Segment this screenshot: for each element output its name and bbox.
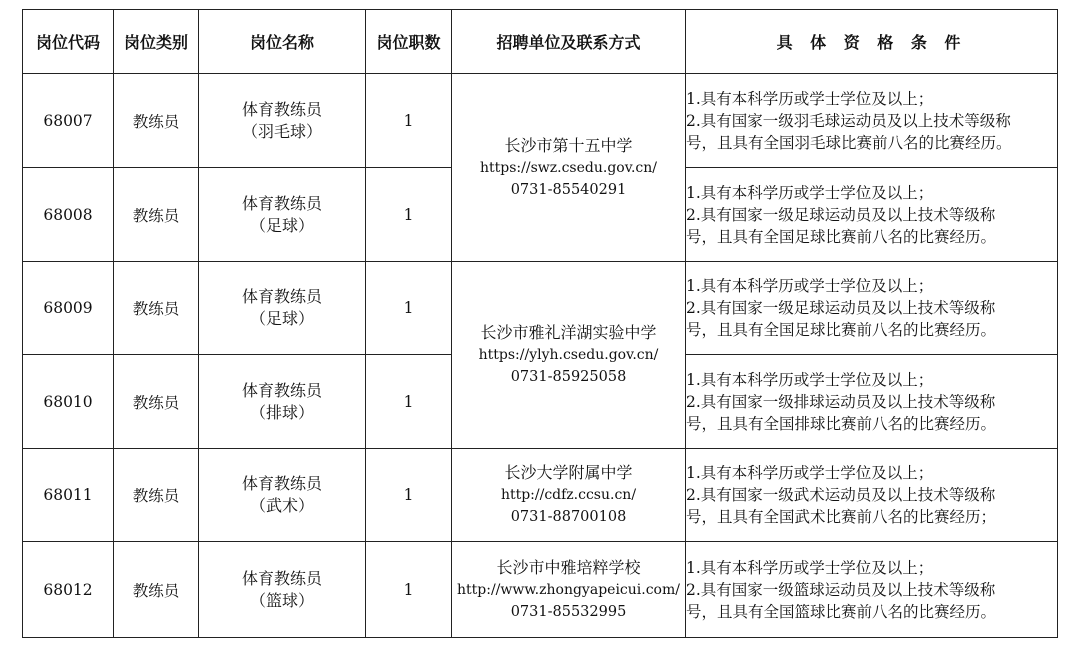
- unit-name: 长沙市中雅培粹学校: [496, 557, 641, 577]
- requirement-line: 2.具有国家一级武术运动员及以上技术等级称: [686, 486, 996, 504]
- unit-contact: [452, 74, 686, 262]
- position-name-sport: （武术）: [249, 496, 314, 515]
- position-code: 68010: [23, 355, 114, 449]
- requirement-line: 号，且具有全国排球比赛前八名的比赛经历。: [686, 414, 997, 433]
- position-code: 68011: [23, 449, 114, 542]
- unit-contact: [452, 449, 686, 542]
- header-category: 岗位类别: [114, 10, 199, 74]
- position-count: 1: [366, 262, 452, 355]
- position-code: 68012: [23, 542, 114, 638]
- requirement-line: 2.具有国家一级篮球运动员及以上技术等级称: [686, 580, 996, 599]
- requirements: [686, 355, 1058, 449]
- requirements: [686, 542, 1058, 638]
- requirement-line: 号，且具有全国足球比赛前八名的比赛经历。: [686, 227, 997, 246]
- position-category: 教练员: [114, 168, 199, 262]
- position-code: 68007: [23, 74, 114, 168]
- position-name: [199, 262, 366, 355]
- position-count: 1: [366, 168, 452, 262]
- position-name: [199, 74, 366, 168]
- position-count: 1: [366, 542, 452, 638]
- unit-name: 长沙市第十五中学: [504, 135, 633, 155]
- recruitment-table: [22, 9, 1058, 638]
- requirement-line: 号，且具有全国羽毛球比赛前八名的比赛经历。: [686, 133, 1012, 152]
- unit-url[interactable]: http://www.zhongyapeicui.com/: [457, 581, 680, 598]
- unit-name: 长沙大学附属中学: [504, 463, 633, 482]
- requirements: [686, 168, 1058, 262]
- position-name: [199, 355, 366, 449]
- position-count: 1: [366, 449, 452, 542]
- unit-phone: 0731-85532995: [510, 603, 627, 620]
- unit-name: 长沙市雅礼洋湖实验中学: [480, 323, 657, 342]
- position-name-title: 体育教练员: [241, 99, 322, 119]
- position-category: 教练员: [114, 355, 199, 449]
- requirements: [686, 262, 1058, 355]
- requirement-line: 2.具有国家一级羽毛球运动员及以上技术等级称: [686, 111, 1011, 130]
- requirement-line: 2.具有国家一级排球运动员及以上技术等级称: [686, 392, 996, 411]
- position-name-title: 体育教练员: [241, 380, 322, 400]
- position-category: 教练员: [114, 74, 199, 168]
- position-name-title: 体育教练员: [241, 193, 322, 213]
- table-row: [23, 262, 1058, 355]
- position-name-sport: （排球）: [249, 402, 314, 422]
- unit-url[interactable]: https://swz.csedu.gov.cn/: [480, 159, 657, 176]
- position-code: 68009: [23, 262, 114, 355]
- header-unit: 招聘单位及联系方式: [452, 10, 686, 74]
- position-name-sport: （足球）: [249, 309, 314, 328]
- position-category: 教练员: [114, 449, 199, 542]
- requirement-line: 号，且具有全国足球比赛前八名的比赛经历。: [686, 321, 997, 339]
- unit-phone: 0731-85540291: [510, 181, 627, 198]
- table-row: [23, 449, 1058, 542]
- position-code: 68008: [23, 168, 114, 262]
- unit-url[interactable]: https://ylyh.csedu.gov.cn/: [478, 347, 659, 363]
- requirement-line: 1.具有本科学历或学士学位及以上；: [686, 277, 934, 295]
- requirement-line: 1.具有本科学历或学士学位及以上；: [686, 558, 934, 577]
- unit-url[interactable]: http://cdfz.ccsu.cn/: [500, 487, 637, 503]
- header-name: 岗位名称: [199, 10, 366, 74]
- position-name-title: 体育教练员: [241, 474, 322, 493]
- requirement-line: 2.具有国家一级足球运动员及以上技术等级称: [686, 205, 996, 224]
- header-code: 岗位代码: [23, 10, 114, 74]
- header-row: [23, 10, 1058, 74]
- position-name-sport: （羽毛球）: [241, 121, 322, 141]
- position-count: 1: [366, 355, 452, 449]
- requirements: [686, 74, 1058, 168]
- position-name-title: 体育教练员: [241, 568, 322, 588]
- requirement-line: 1.具有本科学历或学士学位及以上；: [686, 183, 934, 202]
- position-count: 1: [366, 74, 452, 168]
- position-name: [199, 168, 366, 262]
- unit-contact: [452, 262, 686, 449]
- unit-contact: [452, 542, 686, 638]
- position-name: [199, 542, 366, 638]
- header-requirements: 具 体 资 格 条 件: [686, 10, 1058, 74]
- unit-phone: 0731-85925058: [510, 369, 627, 385]
- requirement-line: 1.具有本科学历或学士学位及以上；: [686, 89, 934, 108]
- position-name: [199, 449, 366, 542]
- requirement-line: 2.具有国家一级足球运动员及以上技术等级称: [686, 299, 996, 317]
- requirement-line: 1.具有本科学历或学士学位及以上；: [686, 370, 934, 389]
- requirements: [686, 449, 1058, 542]
- position-name-sport: （篮球）: [249, 590, 314, 610]
- requirement-line: 号，且具有全国武术比赛前八名的比赛经历；: [686, 508, 997, 526]
- header-count: 岗位职数: [366, 10, 452, 74]
- unit-phone: 0731-88700108: [510, 509, 627, 525]
- position-name-sport: （足球）: [249, 215, 314, 235]
- requirement-line: 号，且具有全国篮球比赛前八名的比赛经历。: [686, 602, 997, 621]
- table-row: [23, 74, 1058, 168]
- position-category: 教练员: [114, 262, 199, 355]
- requirement-line: 1.具有本科学历或学士学位及以上；: [686, 464, 934, 482]
- position-category: 教练员: [114, 542, 199, 638]
- position-name-title: 体育教练员: [241, 287, 322, 306]
- table-row: [23, 542, 1058, 638]
